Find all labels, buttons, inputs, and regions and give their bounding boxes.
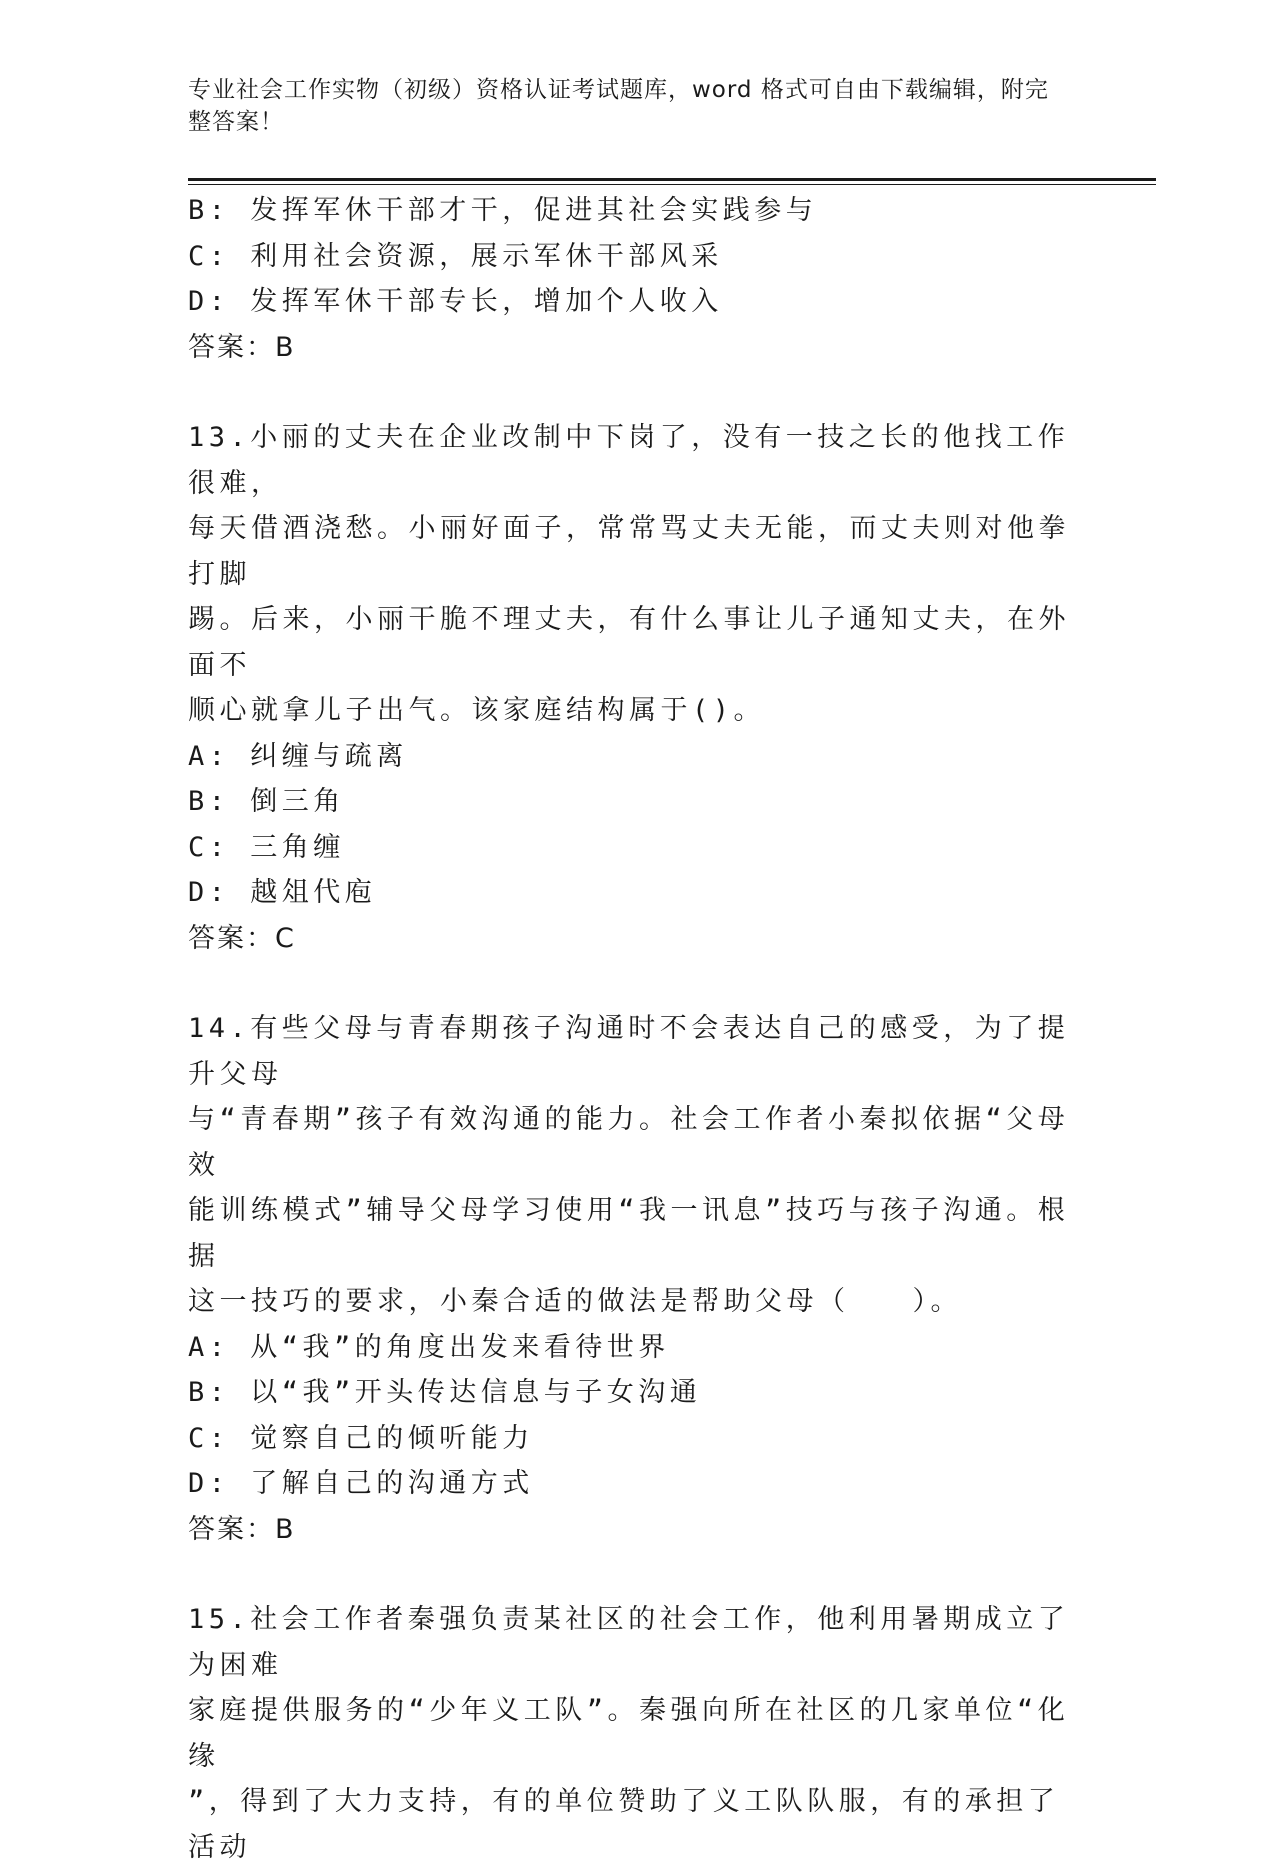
header-line-2: 整答案！ — [188, 109, 284, 135]
q15-stem-line-1: 15.社会工作者秦强负责某社区的社会工作，他利用暑期成立了为困难 — [188, 1604, 1070, 1681]
q13-answer: 答案：C — [188, 922, 296, 954]
q13-option-d: D: 越俎代庖 — [188, 877, 377, 908]
q13-option-b: B: 倒三角 — [188, 786, 345, 817]
q13-stem-line-1: 13.小丽的丈夫在企业改制中下岗了，没有一技之长的他找工作很难， — [188, 422, 1070, 499]
q14-stem-line-1: 14.有些父母与青春期孩子沟通时不会表达自己的感受，为了提升父母 — [188, 1013, 1070, 1090]
question-12-tail — [188, 188, 1088, 370]
q13-stem-line-3: 踢。后来，小丽干脆不理丈夫，有什么事让儿子通知丈夫，在外面不 — [188, 604, 1070, 681]
q14-option-d: D: 了解自己的沟通方式 — [188, 1468, 534, 1499]
question-15 — [188, 1597, 1088, 1870]
question-content — [188, 188, 1088, 1870]
q14-stem-line-3: 能训练模式”辅导父母学习使用“我一讯息”技巧与孩子沟通。根据 — [188, 1195, 1070, 1272]
spacer — [188, 961, 1088, 1006]
header-line-1: 专业社会工作实物（初级）资格认证考试题库，word 格式可自由下载编辑，附完 — [188, 77, 1049, 103]
q13-stem-line-2: 每天借酒浇愁。小丽好面子，常常骂丈夫无能，而丈夫则对他拳打脚 — [188, 513, 1070, 590]
header-rule-thick — [188, 178, 1156, 181]
question-14 — [188, 1006, 1088, 1552]
q15-stem-line-2: 家庭提供服务的“少年义工队”。秦强向所在社区的几家单位“化缘 — [188, 1695, 1070, 1772]
q13-stem-line-4: 顺心就拿儿子出气。该家庭结构属于()。 — [188, 695, 766, 726]
question-13 — [188, 415, 1088, 961]
spacer — [188, 1552, 1088, 1597]
q12-option-b: B: 发挥军休干部才干，促进其社会实践参与 — [188, 195, 818, 226]
spacer — [188, 370, 1088, 415]
q13-option-a: A: 纠缠与疏离 — [188, 740, 408, 772]
q15-stem-line-3: ”，得到了大力支持，有的单位赞助了义工队队服，有的承担了活动 — [188, 1786, 1060, 1863]
q12-answer: 答案：B — [188, 331, 296, 363]
q14-option-c: C: 觉察自己的倾听能力 — [188, 1422, 534, 1454]
q14-stem-line-2: 与“青春期”孩子有效沟通的能力。社会工作者小秦拟依据“父母效 — [188, 1104, 1070, 1181]
q14-stem-line-4: 这一技巧的要求，小秦合适的做法是帮助父母（ ）。 — [188, 1286, 962, 1317]
document-header — [188, 74, 1068, 138]
q13-option-c: C: 三角缠 — [188, 831, 345, 863]
q14-option-a: A: 从“我”的角度出发来看待世界 — [188, 1331, 670, 1363]
q14-answer: 答案：B — [188, 1513, 296, 1545]
header-rule-thin — [188, 184, 1156, 185]
q12-option-d: D: 发挥军休干部专长，增加个人收入 — [188, 286, 723, 317]
q12-option-c: C: 利用社会资源，展示军休干部风采 — [188, 240, 723, 272]
q14-option-b: B: 以“我”开头传达信息与子女沟通 — [188, 1377, 702, 1408]
